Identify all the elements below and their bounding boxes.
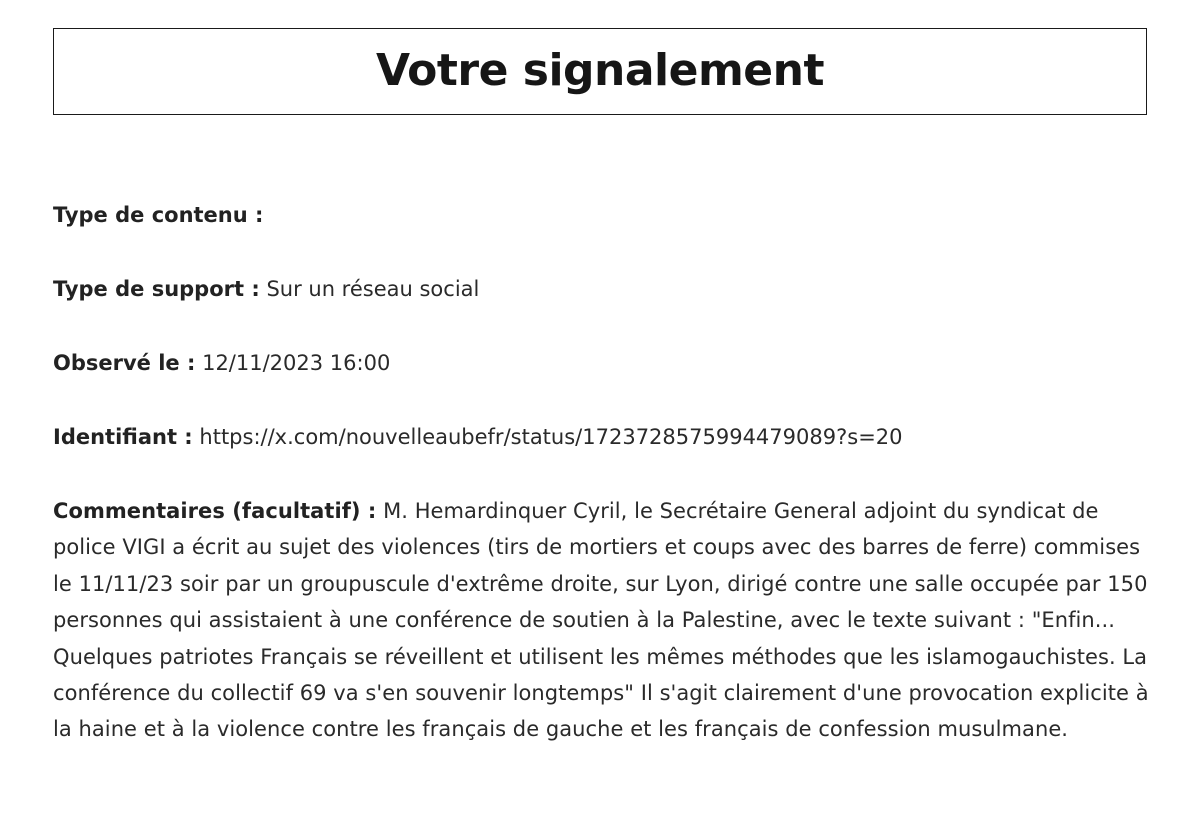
field-value-observed: 12/11/2023 16:00 (202, 351, 391, 375)
field-content-type (53, 197, 1153, 233)
report-details (53, 197, 1153, 748)
field-label-identifier: Identifiant : (53, 425, 193, 449)
field-support-type (53, 271, 1153, 307)
field-label-support-type: Type de support : (53, 277, 260, 301)
field-label-observed: Observé le : (53, 351, 196, 375)
field-value-comments: M. Hemardinquer Cyril, le Secrétaire General adjoint du syndicat de police VIGI a écrit au sujet des violences (tirs de mortiers et coups avec des barres de ferre) commises le 11/11/23 soir par un groupuscule d'extrême droite, sur Lyon, dirigé contre une salle occupée par 150 personnes qui assistaient à une conférence de soutien à la Palestine, avec le texte suivant : "Enfin... Quelques patriotes Français se réveillent et utilisent les mêmes méthodes que les islamogauchistes. La conférence du collectif 69 va s'en souvenir longtemps" Il s'agit clairement d'une provocation explicite à la haine et à la violence contre les français de gauche et les français de confession musulmane. (53, 499, 1149, 742)
field-label-comments: Commentaires (facultatif) : (53, 499, 377, 523)
field-identifier (53, 419, 1153, 455)
title-box (53, 28, 1147, 115)
field-value-identifier: https://x.com/nouvelleaubefr/status/1723728575994479089?s=20 (199, 425, 903, 449)
field-label-content-type: Type de contenu : (53, 203, 264, 227)
page-title: Votre signalement (375, 45, 825, 96)
field-comments (53, 493, 1153, 748)
field-observed (53, 345, 1153, 381)
field-value-support-type: Sur un réseau social (266, 277, 480, 301)
